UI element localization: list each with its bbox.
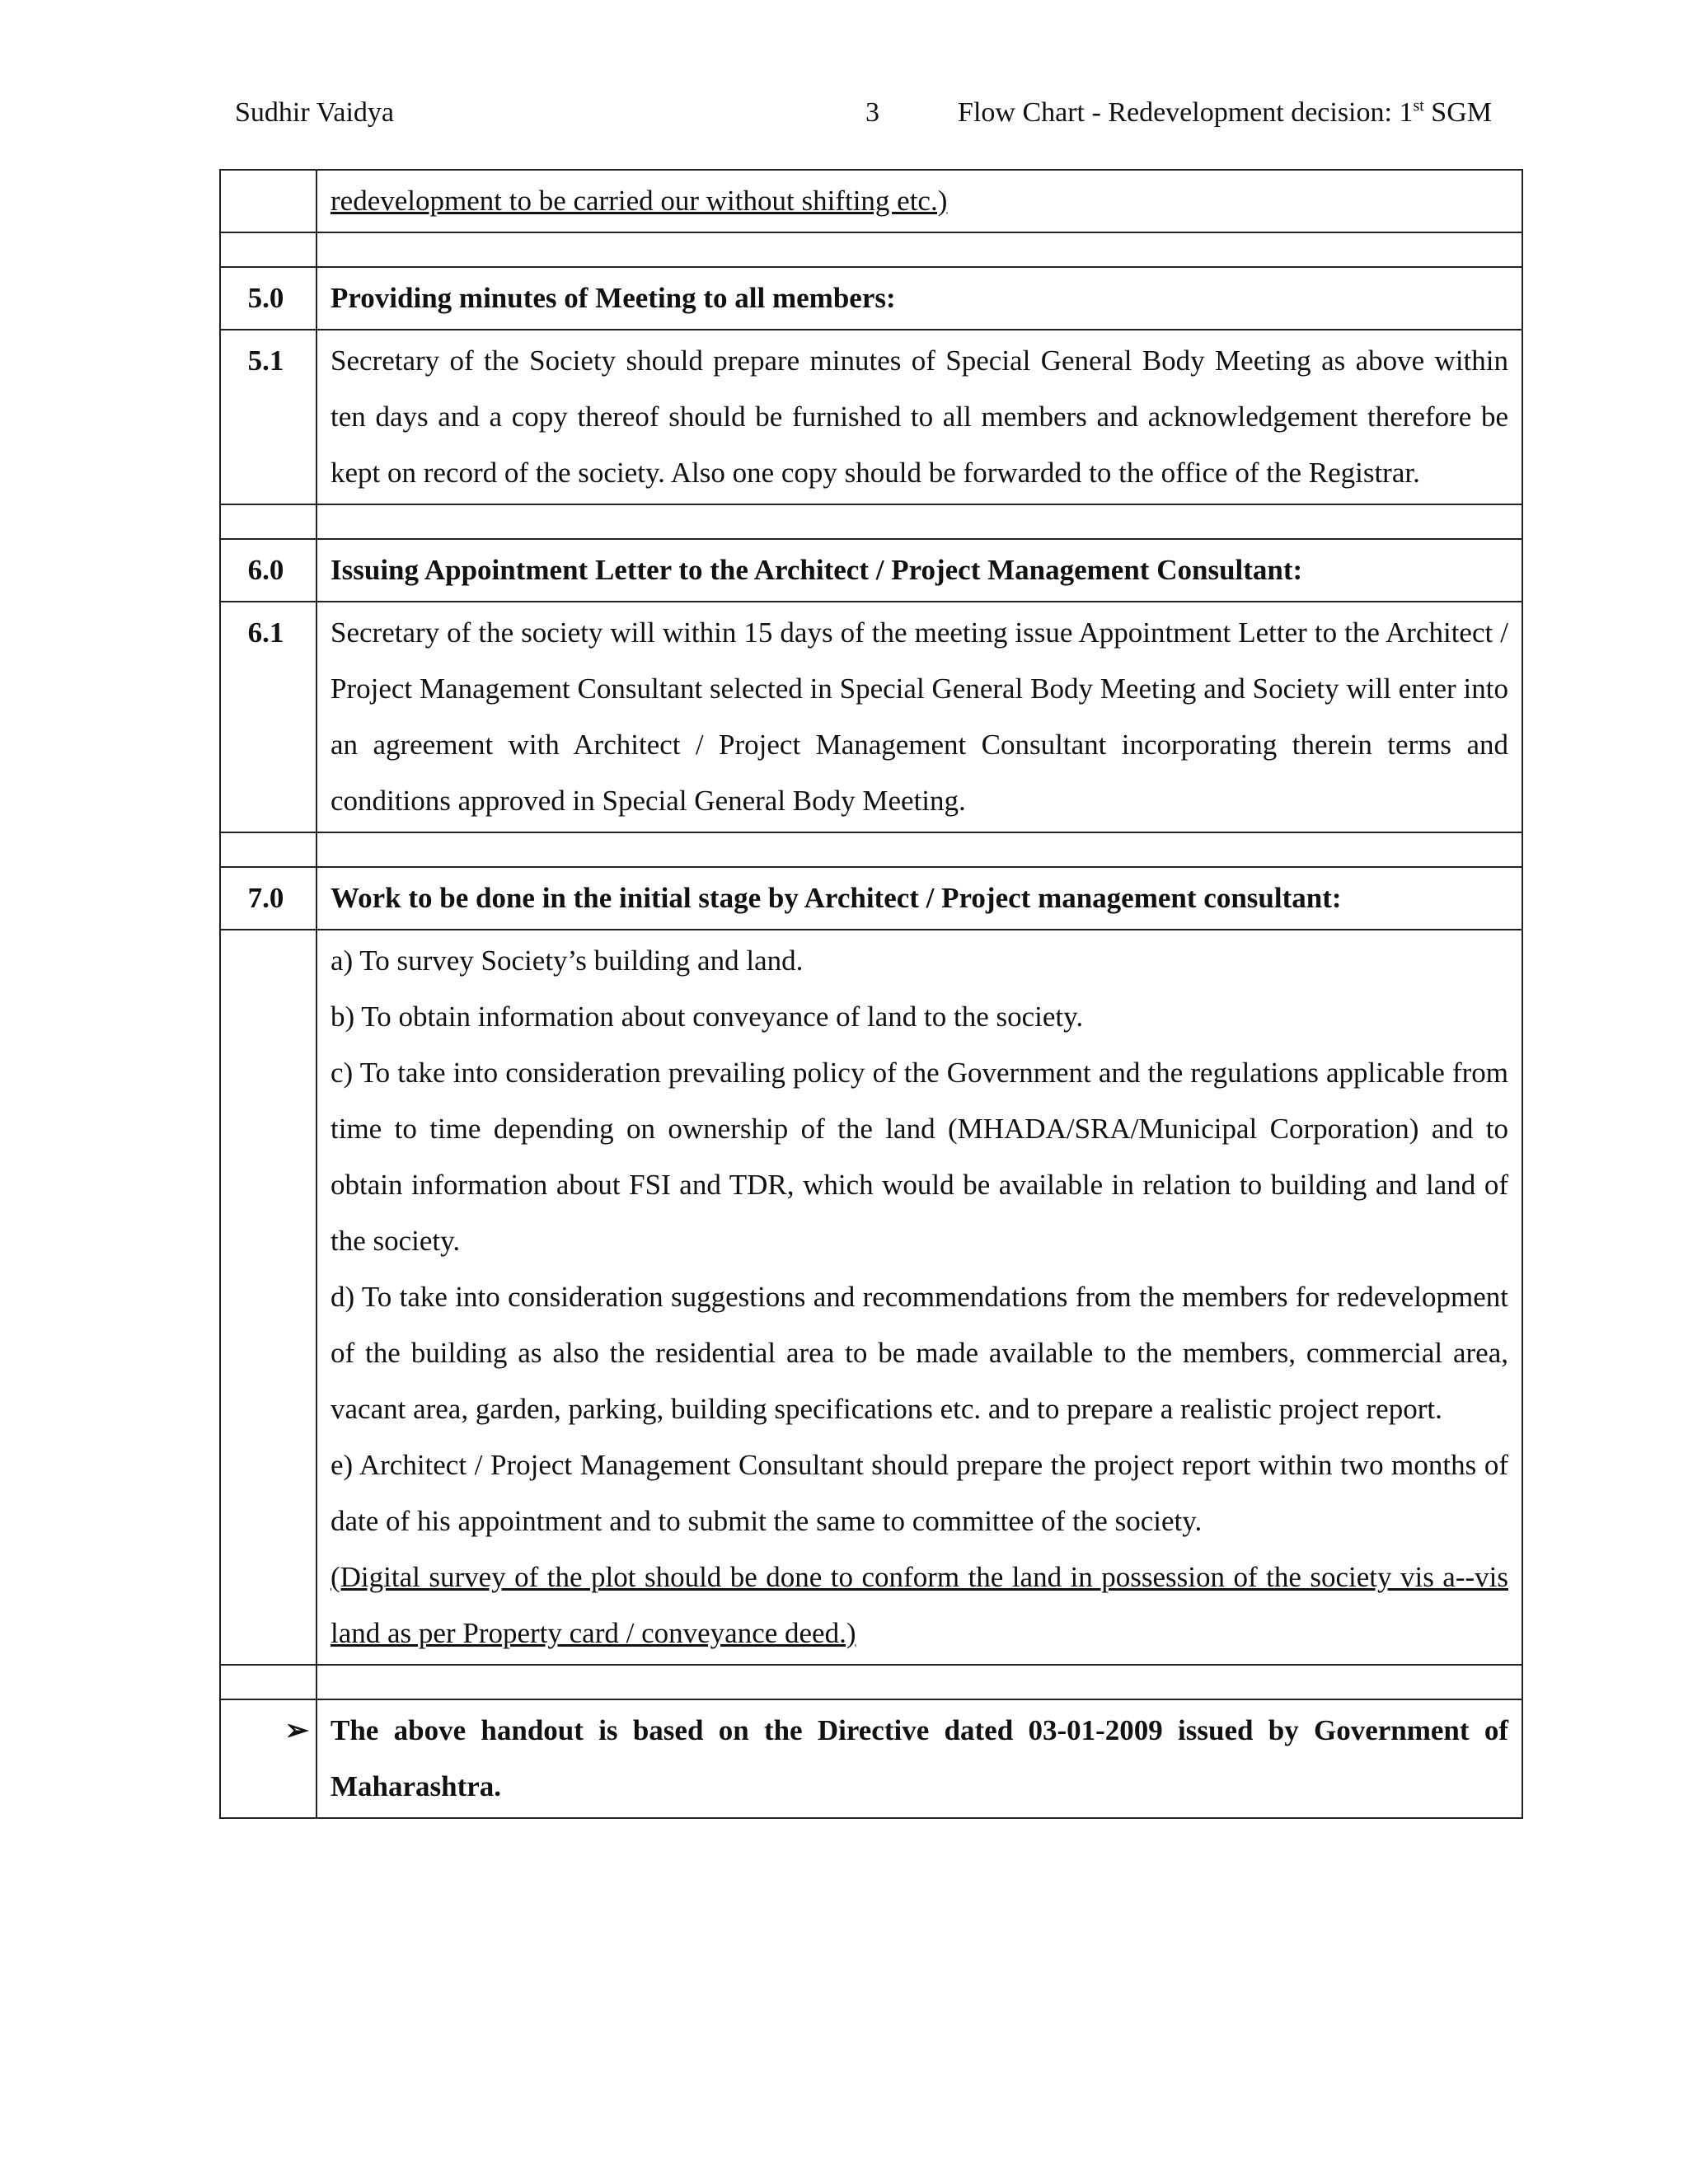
procedure-table [219,169,1523,1819]
table-row [220,330,1522,504]
header-title-suffix: SGM [1423,97,1492,128]
continued-text-cell [316,170,1522,232]
header-title-sup: st [1413,96,1424,115]
section-text: Secretary of the Society should prepare minutes of Special General Body Meeting as above within ten days and a copy thereof should be furnished to all members and acknowledgement therefore be kept on record of the society. Also one copy should be forwarded to the office of the Registrar. [316,330,1522,504]
header-title [958,97,1492,129]
list-item: e) Architect / Project Management Consultant should prepare the project report within two months of date of his appointment and to submit the same to committee of the society. [331,1449,1508,1537]
section-heading: Providing minutes of Meeting to all members: [316,267,1522,330]
section-number: 5.0 [220,267,316,330]
header-author: Sudhir Vaidya [235,97,394,128]
header-page-number: 3 [865,97,879,128]
list-item: a) To survey Society’s building and land. [331,944,804,977]
survey-note: (Digital survey of the plot should be done to conform the land in possession of the society vis a--vis land as per Property card / conveyance deed.) [331,1561,1508,1649]
spacer-row [220,232,1522,267]
table-row [220,170,1522,232]
table-row [220,930,1522,1665]
section-number: 6.1 [220,602,316,832]
table-row [220,267,1522,330]
list-item: d) To take into consideration suggestions and recommendations from the members for redevelopment of the building as also the residential area to be made available to the members, commercial area, vacant area, garden, parking, building specifications etc. and to prepare a realistic project report. [331,1281,1508,1425]
header-title-prefix: Flow Chart - Redevelopment decision: 1 [958,97,1414,128]
arrow-bullet-icon: ➢ [220,1699,316,1818]
section-heading: Work to be done in the initial stage by Architect / Project management consultant: [316,867,1522,930]
directive-note: The above handout is based on the Directive dated 03-01-2009 issued by Government of Maharashtra. [316,1699,1522,1818]
page-header [235,97,1492,138]
section-number: 7.0 [220,867,316,930]
spacer-row [220,504,1522,539]
table-row [220,539,1522,602]
row-number-cell [220,930,316,1665]
spacer-row [220,1665,1522,1699]
table-row [220,1699,1522,1818]
section-number: 6.0 [220,539,316,602]
section-text: Secretary of the society will within 15 days of the meeting issue Appointment Letter to the Architect / Project Management Consultant selected in Special General Body Meeting and Society will enter into an agreement with Architect / Project Management Consultant incorporating therein terms and conditions approved in Special General Body Meeting. [316,602,1522,832]
table-row [220,867,1522,930]
row-number-cell [220,170,316,232]
section-number: 5.1 [220,330,316,504]
section-heading: Issuing Appointment Letter to the Architect / Project Management Consultant: [316,539,1522,602]
table-row [220,602,1522,832]
work-items-cell [316,930,1522,1665]
list-item: b) To obtain information about conveyance of land to the society. [331,1001,1084,1033]
spacer-row [220,832,1522,867]
continued-text: redevelopment to be carried our without shifting etc.) [331,185,948,217]
list-item: c) To take into consideration prevailing policy of the Government and the regulations applicable from time to time depending on ownership of the land (MHADA/SRA/Municipal Corporation) and to obtain information about FSI and TDR, which would be available in relation to building and land of the society. [331,1057,1508,1257]
